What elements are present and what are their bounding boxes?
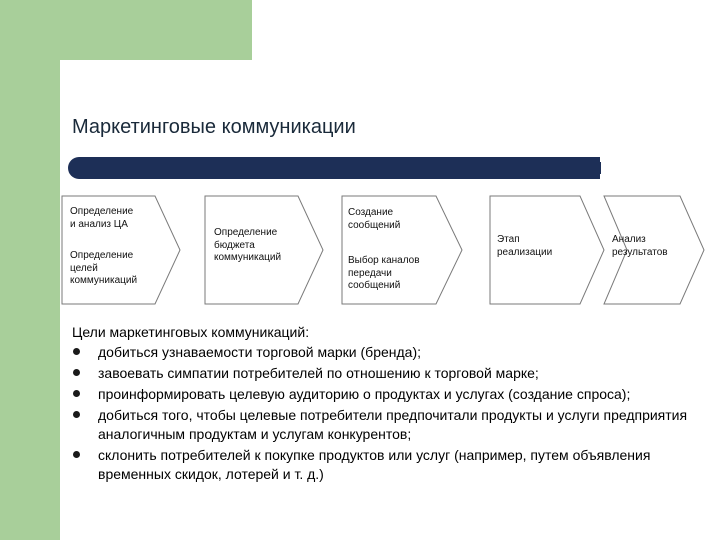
goal-text-2: завоевать симпатии потребителей по отношению к торговой марке; — [98, 365, 539, 381]
goal-text-3: проинформировать целевую аудиторию о продуктах и услугах (создание спроса); — [98, 386, 631, 402]
goals-header: Цели маркетинговых коммуникаций: — [72, 324, 310, 340]
goal-text-5: склонить потребителей к покупке продуктов или услуг (например, путем объявления временных скидок, лотерей и т. д.) — [98, 447, 651, 482]
bullet-icon — [73, 411, 80, 418]
flow-step-1-text-2: Определение целей коммуникаций — [70, 250, 138, 286]
goal-item-4 — [72, 406, 702, 444]
flow-step-2-text: Определение бюджета коммуникаций — [214, 227, 282, 263]
bullet-icon — [73, 451, 80, 458]
flow-step-3-text-1: Создание сообщений — [348, 207, 401, 231]
goal-item-1 — [72, 343, 702, 362]
bullet-icon — [73, 390, 80, 397]
goal-item-2 — [72, 364, 702, 383]
slide-title: Маркетинговые коммуникации — [72, 116, 356, 138]
bullet-icon — [73, 369, 80, 376]
bullet-icon — [73, 348, 80, 355]
goal-item-5 — [72, 446, 702, 484]
goals-list — [72, 343, 702, 484]
goal-text-1: добиться узнаваемости торговой марки (бренда); — [98, 344, 422, 360]
goal-item-3 — [72, 385, 702, 404]
goals-section — [72, 323, 702, 486]
goal-text-4: добиться того, чтобы целевые потребители предпочитали продукты и услуги предприятия аналогичным продуктам и услугам конкурентов; — [98, 407, 688, 442]
flow-step-5-text: Анализ результатов — [612, 234, 668, 258]
flow-step-1-text-1: Определение и анализ ЦА — [70, 206, 134, 230]
flow-step-4-text: Этап реализации — [497, 234, 553, 258]
flow-step-3-text-2: Выбор каналов передачи сообщений — [348, 255, 420, 291]
